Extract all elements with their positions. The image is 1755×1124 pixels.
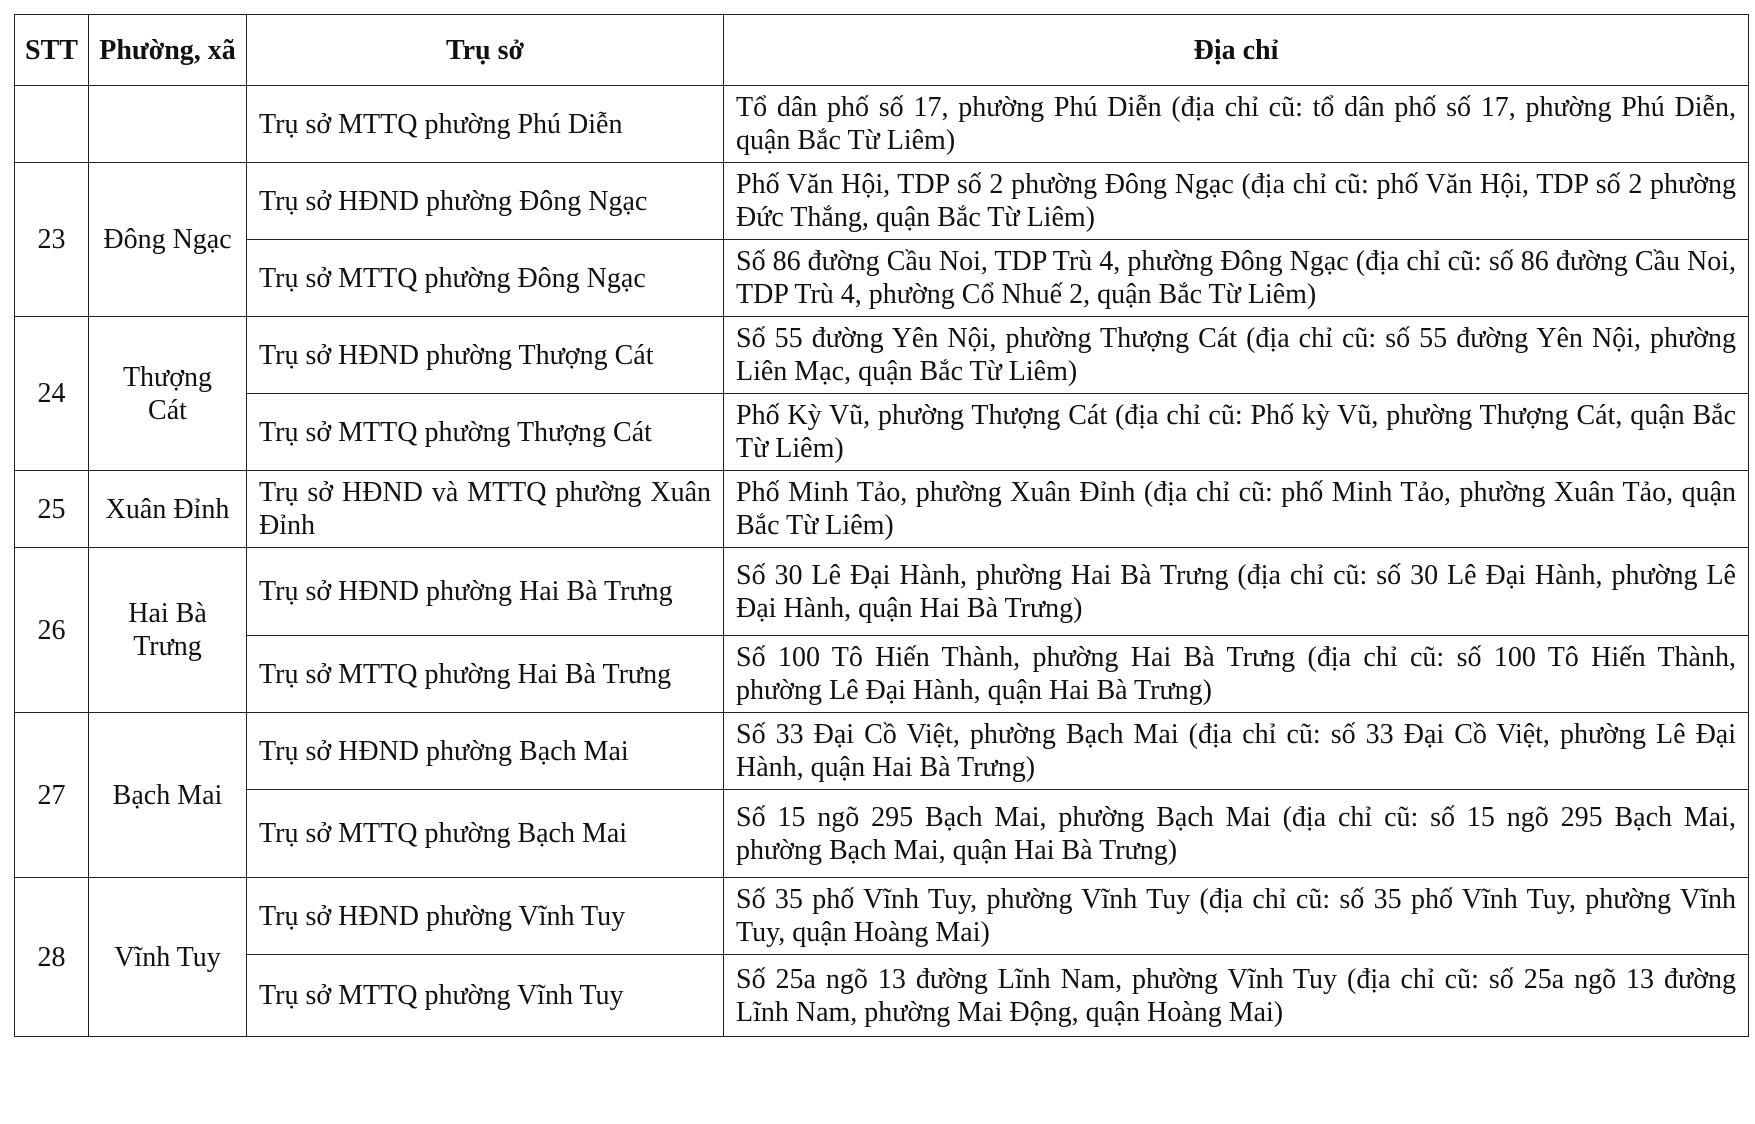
ward-cell: Đông Ngạc <box>89 163 247 317</box>
stt-cell: 27 <box>15 713 89 878</box>
table-header-row <box>15 15 1749 86</box>
table-row <box>15 548 1749 636</box>
table-row <box>15 86 1749 163</box>
address-cell: Số 35 phố Vĩnh Tuy, phường Vĩnh Tuy (địa chỉ cũ: số 35 phố Vĩnh Tuy, phường Vĩnh Tuy, quận Hoàng Mai) <box>724 878 1749 955</box>
stt-cell: 24 <box>15 317 89 471</box>
ward-cell: Xuân Đỉnh <box>89 471 247 548</box>
address-cell: Số 100 Tô Hiến Thành, phường Hai Bà Trưng (địa chỉ cũ: số 100 Tô Hiến Thành, phường Lê Đại Hành, quận Hai Bà Trưng) <box>724 636 1749 713</box>
table-row <box>15 471 1749 548</box>
office-cell: Trụ sở HĐND và MTTQ phường Xuân Đỉnh <box>247 471 724 548</box>
address-cell: Số 15 ngõ 295 Bạch Mai, phường Bạch Mai (địa chỉ cũ: số 15 ngõ 295 Bạch Mai, phường Bạch Mai, quận Hai Bà Trưng) <box>724 790 1749 878</box>
address-cell: Số 25a ngõ 13 đường Lĩnh Nam, phường Vĩnh Tuy (địa chỉ cũ: số 25a ngõ 13 đường Lĩnh Nam, phường Mai Động, quận Hoàng Mai) <box>724 955 1749 1037</box>
table-row <box>15 317 1749 394</box>
ward-cell: Vĩnh Tuy <box>89 878 247 1037</box>
ward-cell: Thượng Cát <box>89 317 247 471</box>
table-row <box>15 163 1749 240</box>
ward-cell: Hai Bà Trưng <box>89 548 247 713</box>
address-cell: Số 30 Lê Đại Hành, phường Hai Bà Trưng (địa chỉ cũ: số 30 Lê Đại Hành, phường Lê Đại Hành, quận Hai Bà Trưng) <box>724 548 1749 636</box>
document-page <box>14 14 1748 1037</box>
table-row <box>15 394 1749 471</box>
office-cell: Trụ sở MTTQ phường Vĩnh Tuy <box>247 955 724 1037</box>
stt-cell <box>15 86 89 163</box>
office-cell: Trụ sở HĐND phường Hai Bà Trưng <box>247 548 724 636</box>
header-office: Trụ sở <box>247 15 724 86</box>
ward-cell: Bạch Mai <box>89 713 247 878</box>
office-cell: Trụ sở HĐND phường Bạch Mai <box>247 713 724 790</box>
office-cell: Trụ sở MTTQ phường Đông Ngạc <box>247 240 724 317</box>
address-cell: Phố Kỳ Vũ, phường Thượng Cát (địa chỉ cũ: Phố kỳ Vũ, phường Thượng Cát, quận Bắc Từ Liêm) <box>724 394 1749 471</box>
office-address-table <box>14 14 1749 1037</box>
stt-cell: 25 <box>15 471 89 548</box>
office-cell: Trụ sở HĐND phường Vĩnh Tuy <box>247 878 724 955</box>
table-row <box>15 955 1749 1037</box>
address-cell: Số 33 Đại Cồ Việt, phường Bạch Mai (địa chỉ cũ: số 33 Đại Cồ Việt, phường Lê Đại Hành, quận Hai Bà Trưng) <box>724 713 1749 790</box>
address-cell: Số 55 đường Yên Nội, phường Thượng Cát (địa chỉ cũ: số 55 đường Yên Nội, phường Liên Mạc, quận Bắc Từ Liêm) <box>724 317 1749 394</box>
table-row <box>15 636 1749 713</box>
office-cell: Trụ sở MTTQ phường Phú Diễn <box>247 86 724 163</box>
stt-cell: 28 <box>15 878 89 1037</box>
header-ward: Phường, xã <box>89 15 247 86</box>
address-cell: Số 86 đường Cầu Noi, TDP Trù 4, phường Đông Ngạc (địa chỉ cũ: số 86 đường Cầu Noi, TDP Trù 4, phường Cổ Nhuế 2, quận Bắc Từ Liêm) <box>724 240 1749 317</box>
table-row <box>15 240 1749 317</box>
stt-cell: 23 <box>15 163 89 317</box>
office-cell: Trụ sở MTTQ phường Bạch Mai <box>247 790 724 878</box>
table-row <box>15 878 1749 955</box>
ward-cell <box>89 86 247 163</box>
table-row <box>15 790 1749 878</box>
office-cell: Trụ sở MTTQ phường Hai Bà Trưng <box>247 636 724 713</box>
header-address: Địa chỉ <box>724 15 1749 86</box>
table-row <box>15 713 1749 790</box>
header-stt: STT <box>15 15 89 86</box>
office-cell: Trụ sở HĐND phường Đông Ngạc <box>247 163 724 240</box>
office-cell: Trụ sở MTTQ phường Thượng Cát <box>247 394 724 471</box>
address-cell: Phố Minh Tảo, phường Xuân Đỉnh (địa chỉ cũ: phố Minh Tảo, phường Xuân Tảo, quận Bắc Từ Liêm) <box>724 471 1749 548</box>
address-cell: Phố Văn Hội, TDP số 2 phường Đông Ngạc (địa chỉ cũ: phố Văn Hội, TDP số 2 phường Đức Thắng, quận Bắc Từ Liêm) <box>724 163 1749 240</box>
stt-cell: 26 <box>15 548 89 713</box>
address-cell: Tổ dân phố số 17, phường Phú Diễn (địa chỉ cũ: tổ dân phố số 17, phường Phú Diễn, quận Bắc Từ Liêm) <box>724 86 1749 163</box>
office-cell: Trụ sở HĐND phường Thượng Cát <box>247 317 724 394</box>
